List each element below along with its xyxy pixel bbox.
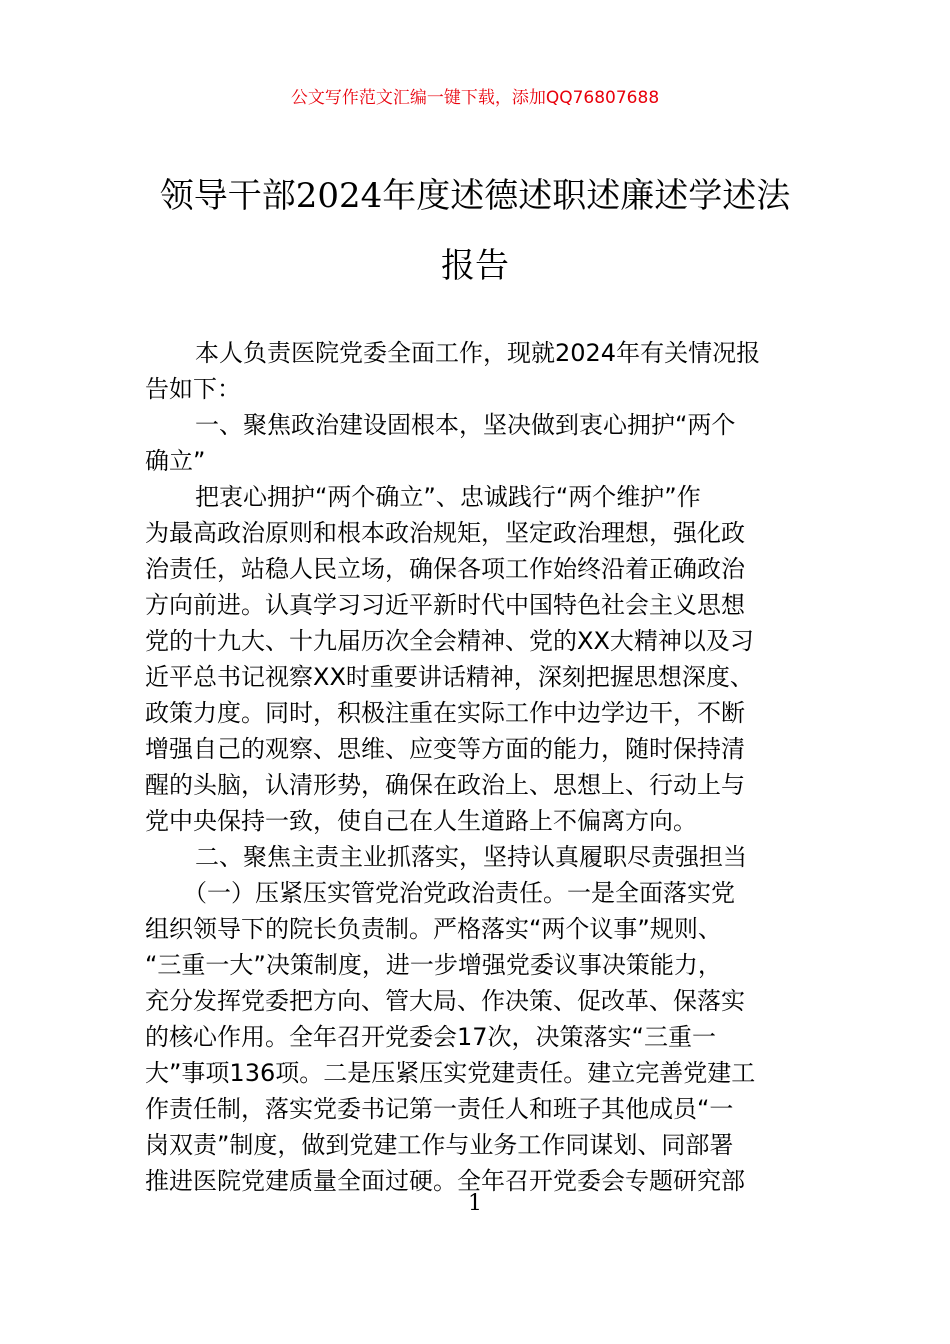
section-heading: 确立” (145, 447, 206, 475)
document-title-line-2: 报告 (441, 246, 509, 286)
body-line: 本人负责医院党委全面工作，现就2024年有关情况报 (195, 339, 761, 367)
header-banner: 公文写作范文汇编一键下载，添加QQ76807688 (290, 88, 660, 108)
body-line: 党的十九大、十九届历次全会精神、党的XX大精神以及习 (145, 627, 754, 655)
body-line: 大”事项136项。二是压紧压实党建责任。建立完善党建工 (145, 1059, 756, 1087)
body-line: 为最高政治原则和根本政治规矩，坚定政治理想，强化政 (145, 519, 745, 547)
document-body (145, 335, 807, 1199)
section-heading: 一、聚焦政治建设固根本，坚决做到衷心拥护“两个 (195, 411, 736, 439)
body-line: 近平总书记视察XX时重要讲话精神，深刻把握思想深度、 (145, 663, 754, 691)
body-line: 推进医院党建质量全面过硬。全年召开党委会专题研究部 (145, 1167, 745, 1195)
body-line: 醒的头脑，认清形势，确保在政治上、思想上、行动上与 (145, 771, 745, 799)
body-line: 充分发挥党委把方向、管大局、作决策、促改革、保落实 (145, 987, 745, 1015)
body-line: 告如下： (145, 375, 241, 403)
body-line: （一）压紧压实管党治党政治责任。一是全面落实党 (183, 879, 735, 907)
body-line: 把衷心拥护“两个确立”、忠诚践行“两个维护”作 (195, 483, 701, 511)
body-line: 政策力度。同时，积极注重在实际工作中边学边干，不断 (145, 699, 745, 727)
body-line: “三重一大”决策制度，进一步增强党委议事决策能力， (145, 951, 722, 979)
body-line: 增强自己的观察、思维、应变等方面的能力，随时保持清 (145, 735, 745, 763)
body-line: 党中央保持一致，使自己在人生道路上不偏离方向。 (145, 807, 697, 835)
section-heading: 二、聚焦主责主业抓落实，坚持认真履职尽责强担当 (195, 843, 747, 871)
body-line: 治责任，站稳人民立场，确保各项工作始终沿着正确政治 (145, 555, 745, 583)
body-line: 组织领导下的院长负责制。严格落实“两个议事”规则、 (145, 915, 722, 943)
body-line: 作责任制，落实党委书记第一责任人和班子其他成员“一 (145, 1095, 734, 1123)
document-title-line-1: 领导干部2024年度述德述职述廉述学述法 (159, 176, 791, 216)
page-number: 1 (468, 1191, 482, 1216)
body-line: 岗双责”制度，做到党建工作与业务工作同谋划、同部署 (145, 1131, 734, 1159)
body-line: 的核心作用。全年召开党委会17次，决策落实“三重一 (145, 1023, 716, 1051)
body-line: 方向前进。认真学习习近平新时代中国特色社会主义思想 (145, 591, 745, 619)
